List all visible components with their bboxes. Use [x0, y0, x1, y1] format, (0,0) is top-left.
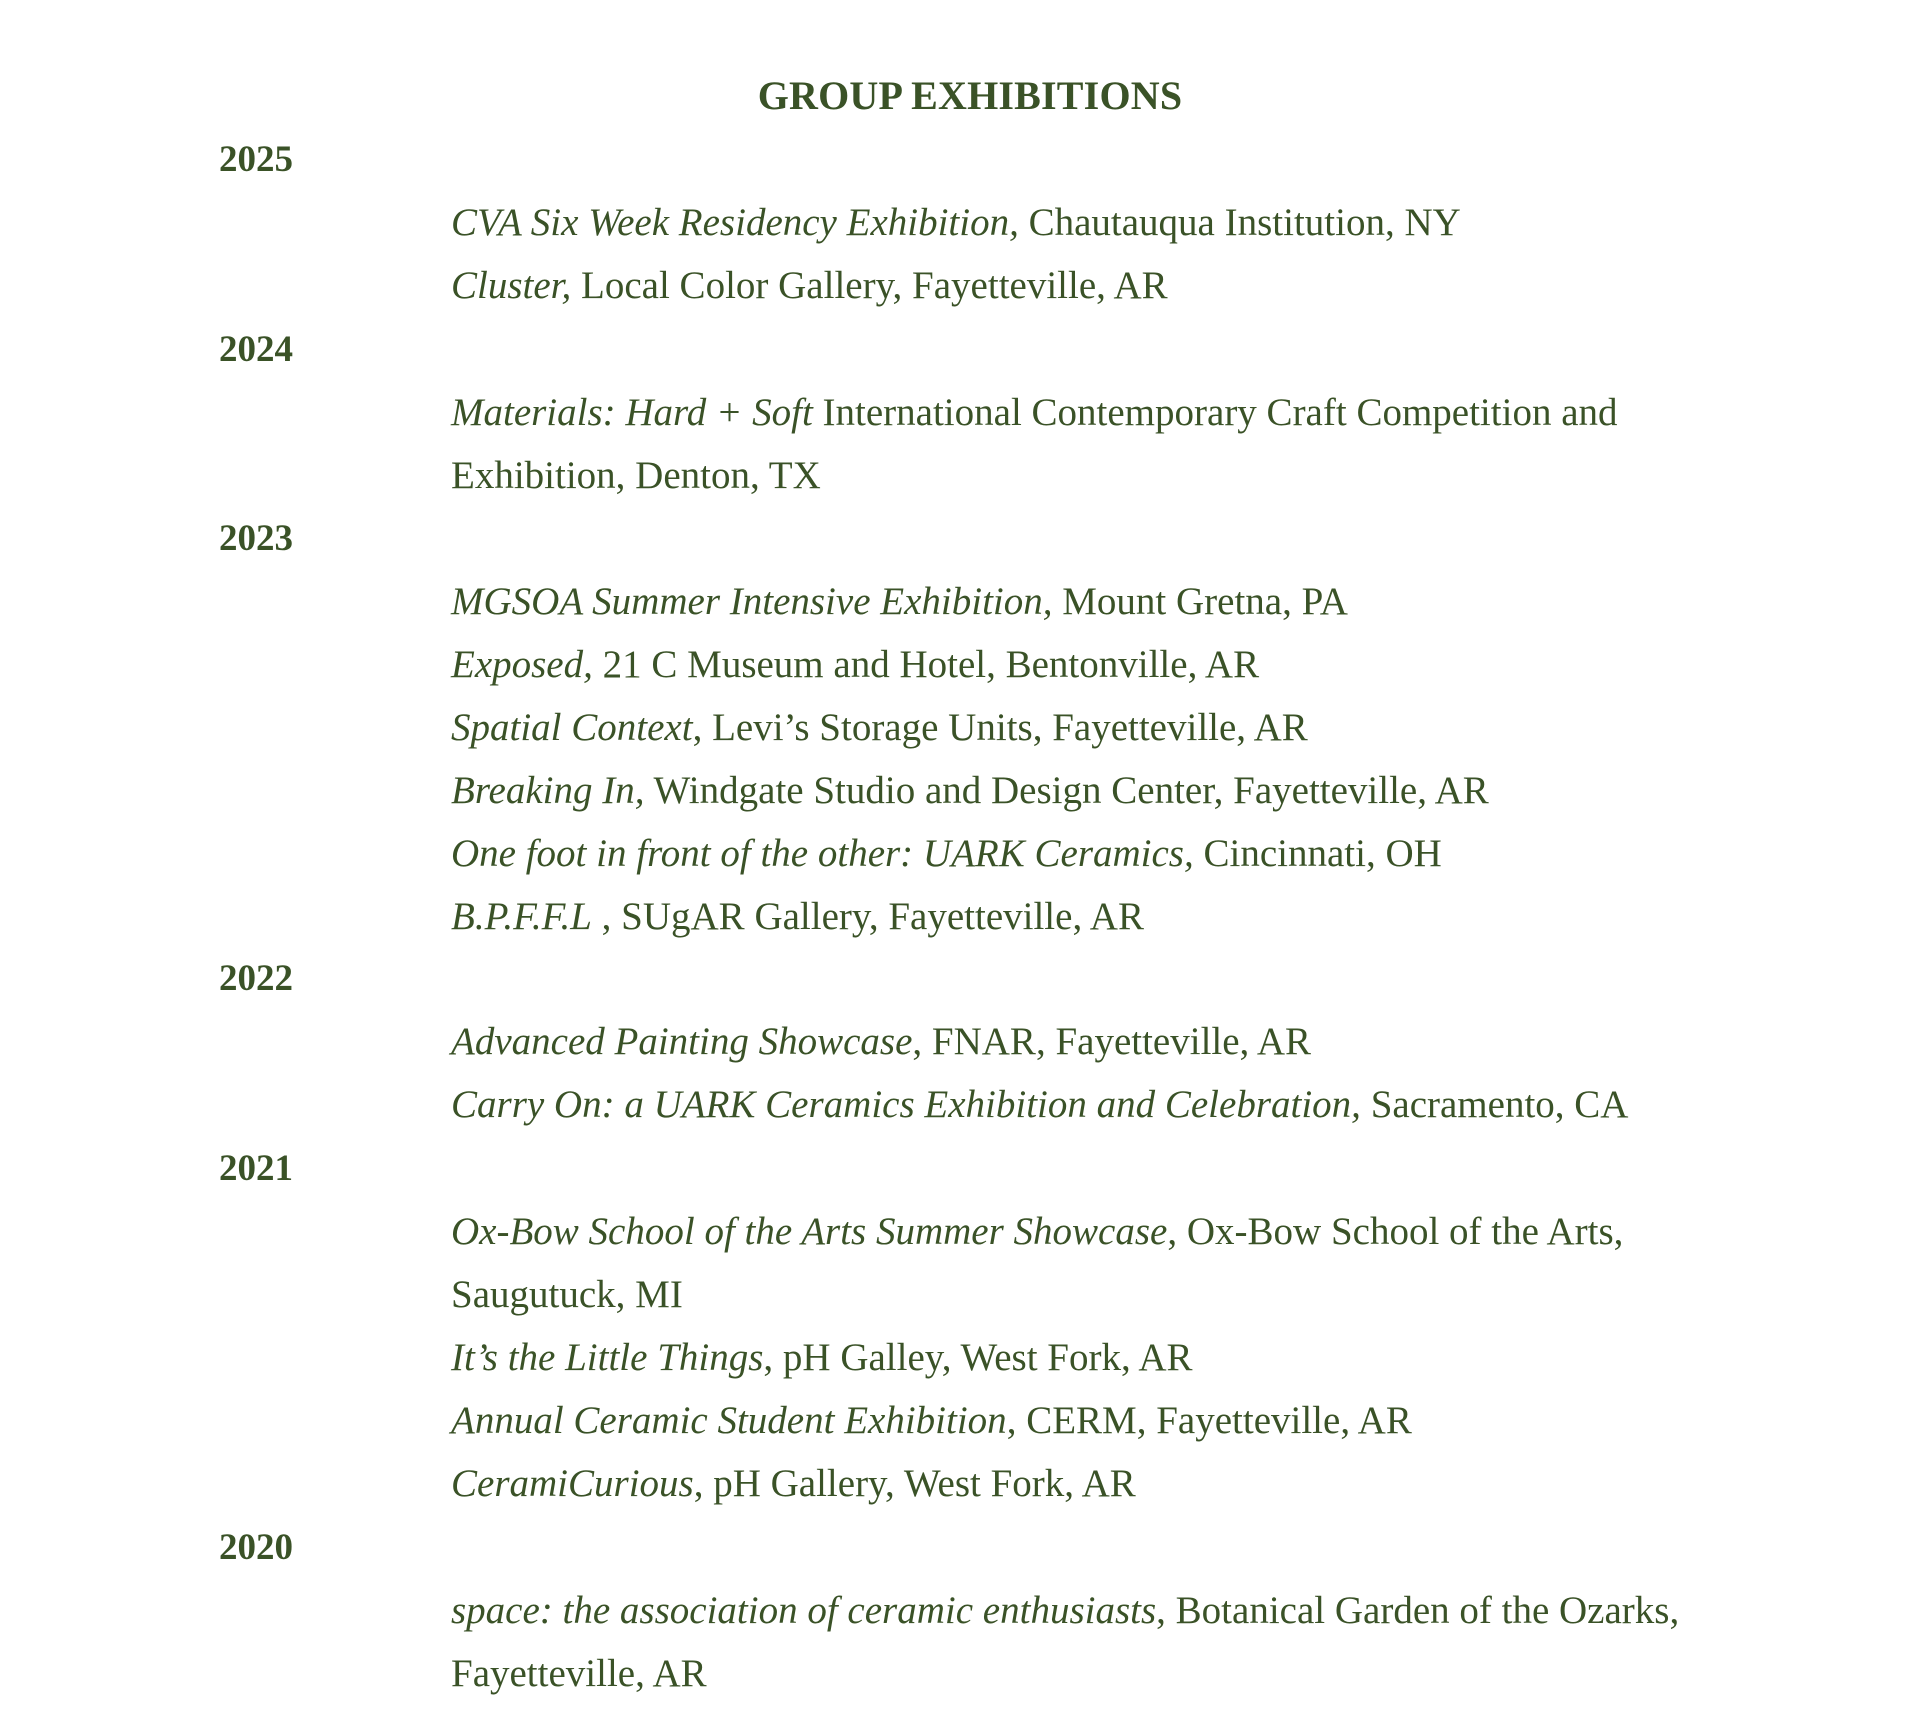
year-label: 2021	[219, 1148, 293, 1189]
exhibition-title: CeramiCurious	[451, 1462, 694, 1505]
exhibition-title: space: the association of ceramic enthusiasts	[451, 1589, 1157, 1632]
exhibition-title: Annual Ceramic Student Exhibition	[451, 1399, 1007, 1442]
exhibition-title: Exposed,	[451, 643, 593, 686]
exhibition-title: Carry On: a UARK Ceramics Exhibition and Celebration,	[451, 1083, 1361, 1126]
exhibition-title: Cluster,	[451, 264, 572, 307]
exhibition-venue: Mount Gretna, PA	[1052, 580, 1348, 623]
exhibition-entry	[451, 191, 1711, 254]
exhibition-title: It’s the Little Things	[451, 1336, 764, 1379]
exhibition-entry	[451, 1200, 1711, 1326]
exhibition-venue: , FNAR, Fayetteville, AR	[912, 1020, 1312, 1063]
exhibition-entry	[451, 1579, 1711, 1705]
exhibition-entry	[451, 822, 1711, 885]
exhibition-entry	[451, 1073, 1711, 1136]
exhibition-venue: International Contemporary Craft Competition and Exhibition, Denton, TX	[451, 391, 1618, 497]
exhibition-title: One foot in front of the other: UARK Ceramics,	[451, 832, 1194, 875]
exhibition-venue: , CERM, Fayetteville, AR	[1006, 1399, 1412, 1442]
exhibition-venue: , Levi’s Storage Units, Fayetteville, AR	[692, 706, 1308, 749]
exhibition-entry	[451, 1010, 1711, 1073]
year-label: 2020	[219, 1527, 293, 1568]
year-label: 2024	[219, 329, 293, 370]
exhibition-entry	[451, 254, 1711, 317]
exhibition-entry	[451, 633, 1711, 696]
exhibition-venue: , Ox-Bow School of the Arts, Saugutuck, MI	[451, 1210, 1624, 1316]
exhibition-venue: 21 C Museum and Hotel, Bentonville, AR	[592, 643, 1260, 686]
exhibition-entry	[451, 885, 1711, 948]
exhibition-venue: , Botanical Garden of the Ozarks, Fayetteville, AR	[451, 1589, 1680, 1695]
section-heading: GROUP EXHIBITIONS	[757, 73, 1183, 118]
exhibition-venue: Windgate Studio and Design Center, Fayetteville, AR	[644, 769, 1489, 812]
exhibition-entry	[451, 1452, 1711, 1515]
exhibition-title: B.P.F.F.L	[451, 895, 592, 938]
exhibition-entry	[451, 696, 1711, 759]
exhibition-entry	[451, 1389, 1711, 1452]
exhibition-venue: Local Color Gallery, Fayetteville, AR	[571, 264, 1168, 307]
exhibition-venue: , pH Gallery, West Fork, AR	[693, 1462, 1136, 1505]
year-label: 2025	[219, 139, 293, 180]
exhibition-venue: Sacramento, CA	[1360, 1083, 1629, 1126]
year-label: 2023	[219, 518, 293, 559]
exhibition-title: Ox-Bow School of the Arts Summer Showcase	[451, 1210, 1168, 1253]
exhibition-title: Spatial Context	[451, 706, 693, 749]
year-label: 2022	[219, 958, 293, 999]
exhibition-title: MGSOA Summer Intensive Exhibition,	[451, 580, 1053, 623]
exhibition-title: Advanced Painting Showcase	[451, 1020, 913, 1063]
exhibition-entry	[451, 1326, 1711, 1389]
exhibition-title: Materials: Hard + Soft	[451, 391, 813, 434]
exhibition-entry	[451, 570, 1711, 633]
exhibition-title: Breaking In,	[451, 769, 645, 812]
exhibition-venue: , SUgAR Gallery, Fayetteville, AR	[591, 895, 1144, 938]
exhibition-venue: Cincinnati, OH	[1193, 832, 1442, 875]
exhibition-venue: , pH Galley, West Fork, AR	[763, 1336, 1193, 1379]
exhibition-venue: Chautauqua Institution, NY	[1018, 201, 1461, 244]
exhibition-entry	[451, 759, 1711, 822]
exhibition-entry	[451, 381, 1711, 507]
exhibition-title: CVA Six Week Residency Exhibition,	[451, 201, 1019, 244]
